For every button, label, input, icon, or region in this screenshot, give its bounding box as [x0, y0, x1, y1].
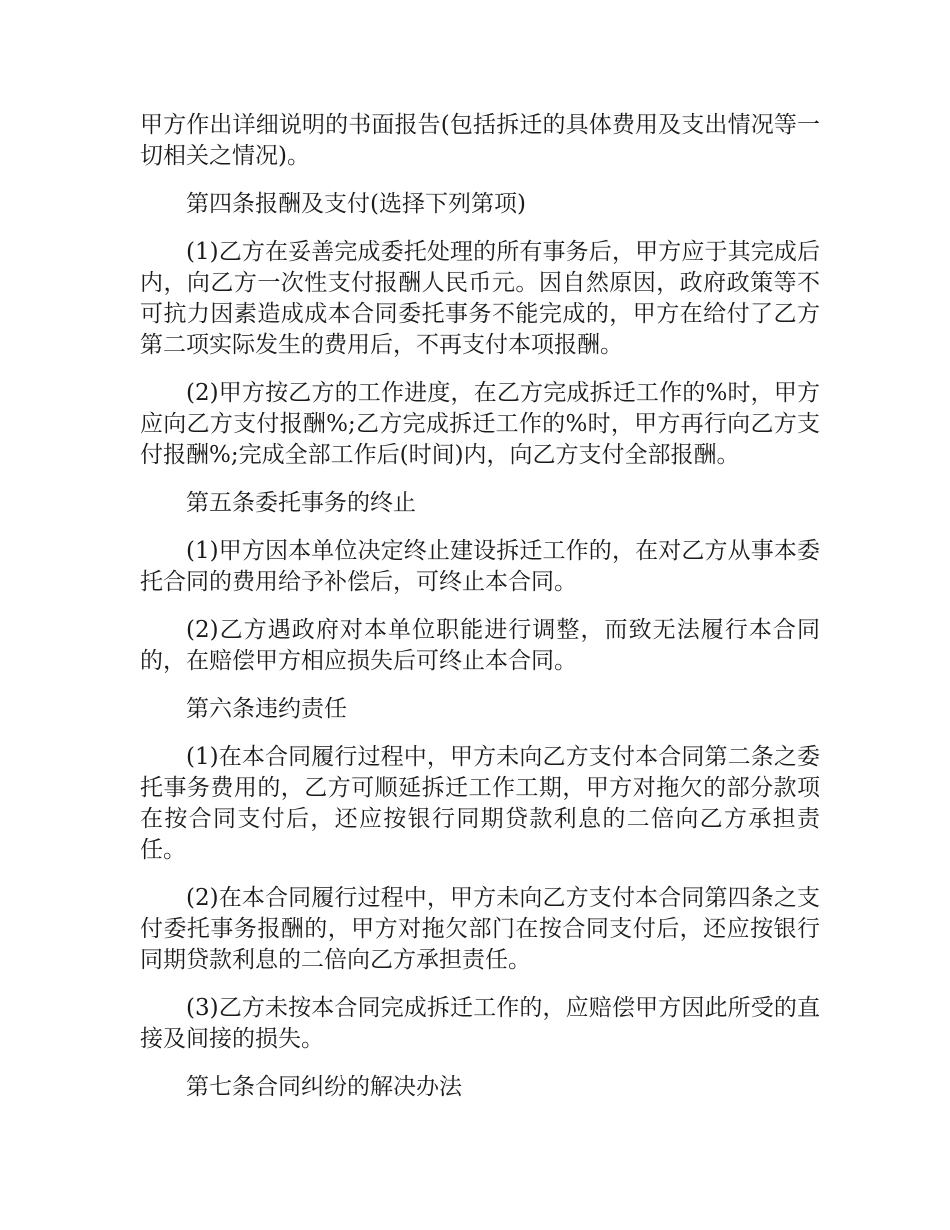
heading-article-7: 第七条合同纠纷的解决办法	[186, 1074, 462, 1100]
paragraph-article-4-item-2: (2)甲方按乙方的工作进度，在乙方完成拆迁工作的%时，甲方应向乙方支付报酬%;乙方完成拆迁工作的%时，甲方再行向乙方支付报酬%;完成全部工作后(时间)内，向乙方支付全部报酬。	[140, 380, 820, 468]
document-body	[140, 110, 820, 1120]
paragraph-article-6-item-2: (2)在本合同履行过程中，甲方未向乙方支付本合同第四条之支付委托事务报酬的，甲方对拖欠部门在按合同支付后，还应按银行同期贷款利息的二倍向乙方承担责任。	[140, 885, 820, 973]
heading-article-6: 第六条违约责任	[186, 696, 347, 722]
paragraph-article-6-item-1: (1)在本合同履行过程中，甲方未向乙方支付本合同第二条之委托事务费用的，乙方可顺延拆迁工作工期，甲方对拖欠的部分款项在按合同支付后，还应按银行同期贷款利息的二倍向乙方承担责任。	[140, 744, 820, 863]
paragraph-article-5-item-1: (1)甲方因本单位决定终止建设拆迁工作的，在对乙方从事本委托合同的费用给予补偿后，可终止本合同。	[140, 538, 820, 595]
paragraph-article-5-item-2: (2)乙方遇政府对本单位职能进行调整，而致无法履行本合同的，在赔偿甲方相应损失后可终止本合同。	[140, 617, 820, 674]
paragraph-article-6-item-3: (3)乙方未按本合同完成拆迁工作的，应赔偿甲方因此所受的直接及间接的损失。	[140, 995, 820, 1052]
paragraph-report-continuation: 甲方作出详细说明的书面报告(包括拆迁的具体费用及支出情况等一切相关之情况)。	[140, 112, 820, 169]
heading-article-4: 第四条报酬及支付(选择下列第项)	[186, 191, 526, 217]
paragraph-article-4-item-1: (1)乙方在妥善完成委托处理的所有事务后，甲方应于其完成后内，向乙方一次性支付报酬人民币元。因自然原因，政府政策等不可抗力因素造成成本合同委托事务不能完成的，甲方在给付了乙方第二项实际发生的费用后，不再支付本项报酬。	[140, 239, 820, 358]
heading-article-5: 第五条委托事务的终止	[186, 490, 416, 516]
